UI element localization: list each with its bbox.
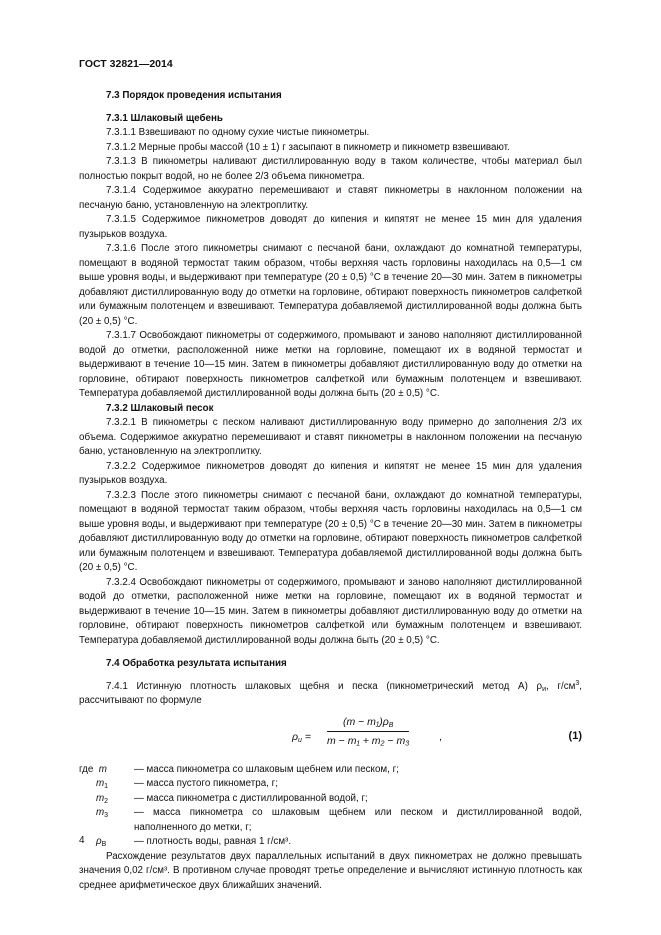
page-content: [79, 89, 582, 893]
section-7-3-2-title: 7.3.2 Шлаковый песок: [106, 402, 214, 414]
definition-symbol: [79, 792, 151, 807]
paragraph-7-3-1-6: 7.3.1.6 После этого пикнометры снимают с песчаной бани, охлаждают до комнатной температуры, помещают в водяной термостат таким образом, чтобы верхняя часть горловины находилась на 0,5—1 см выше уровня воды, и выдерживают при температуре (20 ± 0,5) °С в течение 20—30 мин. Затем в пикнометры добавляют дистиллированную воду до отметки на горловине, обтирают поверхность пикнометров салфеткой или бумажным полотенцем и взвешивают. Температура добавляемой дистиллированной воды должна быть (20 ± 0,5) °С.: [79, 243, 582, 327]
variable-definitions: [79, 763, 582, 850]
formula-lhs: [292, 730, 311, 745]
definition-m: [79, 763, 582, 778]
definition-symbol: [79, 777, 151, 792]
definition-text: — масса пикнометра с дистиллированной водой, г;: [134, 792, 368, 804]
formula-numerator: [327, 715, 409, 733]
paragraph-7-3-2-4: 7.3.2.4 Освобождают пикнометры от содержимого, промывают и заново наполняют дистиллированной водой до отметки, расположенной ниже метки на горловине, помещают их в водяной термостат и выдерживают в течение 10—15 мин. Затем в пикнометры добавляют дистиллированную воду до отметки на горловине, обтирают поверхность пикнометров салфеткой или бумажным полотенцем и взвешивают. Температура добавляемой дистиллированной воды должна быть (20 ± 0,5) °С.: [79, 576, 582, 646]
definition-m1: [79, 777, 582, 792]
paragraph-7-4-1: [79, 680, 582, 709]
paragraph-7-3-1-7: 7.3.1.7 Освобождают пикнометры от содержимого, промывают и заново наполняют дистиллированной водой до отметки, расположенной ниже метки на горловине, помещают их в водяной термостат и выдерживают в течение 10—15 мин. Затем в пикнометры добавляют дистиллированную воду до отметки на горловине, обтирают поверхность пикнометров салфеткой или бумажным полотенцем и взвешивают. Температура добавляемой дистиллированной воды должна быть (20 ± 0,5) °С.: [79, 330, 582, 399]
definition-text: — масса пикнометра со шлаковым щебнем или песком и дистиллированной водой, наполненного до метки, г;: [134, 807, 582, 833]
paragraph-7-3-1-2: 7.3.1.2 Мерные пробы массой (10 ± 1) г засыпают в пикнометр и пикнометр взвешивают.: [106, 141, 510, 153]
paragraph-7-3-2-2: 7.3.2.2 Содержимое пикнометров доводят до кипения и кипятят не менее 15 мин для удаления пузырьков воздуха.: [79, 460, 582, 486]
p741-text-b: , г/см: [546, 680, 576, 692]
formula-numerator-text: (m − m₁)ρ: [342, 715, 389, 728]
definition-symbol-m: m: [98, 763, 107, 775]
formula-1: [79, 711, 582, 759]
formula-comma: ,: [439, 730, 442, 743]
formula-numerator-subscript: B: [388, 721, 394, 729]
definition-text: — плотность воды, равная 1 г/см³.: [134, 836, 292, 847]
definition-symbol: [79, 763, 134, 778]
p741-unit-superscript: 3: [575, 679, 580, 687]
formula-lhs-symbol: ρ: [292, 730, 299, 743]
formula-equals: =: [304, 730, 311, 743]
p741-text-c: , рассчитывают по формуле: [79, 680, 582, 706]
definition-rho-b: [79, 835, 582, 850]
definition-text: — масса пикнометра со шлаковым щебнем или песком, г;: [134, 763, 399, 775]
paragraph-7-3-1-4: 7.3.1.4 Содержимое аккуратно перемешивают и ставят пикнометры в наклонном положении на песчаную баню, установленную на электроплитку.: [79, 185, 582, 211]
definition-m2: [79, 792, 582, 807]
definition-symbol-m2: m: [96, 792, 105, 804]
section-7-3-title: 7.3 Порядок проведения испытания: [106, 90, 282, 101]
formula-number: (1): [568, 729, 582, 742]
paragraph-7-3-2-3: 7.3.2.3 После этого пикнометры снимают с песчаной бани, охлаждают до комнатной температуры, помещают в водяной термостат таким образом, чтобы верхняя часть горловины находилась на 0,5—1 см выше уровня воды, и выдерживают при температуре (20 ± 0,5) °С в течение 20—30 мин. Затем в пикнометры добавляют дистиллированную воду до отметки на горловине, обтирают поверхность пикнометров салфеткой или бумажным полотенцем и взвешивают. Температура добавляемой дистиллированной воды должна быть (20 ± 0,5) °С.: [79, 489, 582, 573]
formula-fraction: [327, 715, 409, 749]
formula-lhs-subscript: и: [298, 736, 302, 744]
paragraph-7-3-1-3: 7.3.1.3 В пикнометры наливают дистиллированную воду в таком количестве, чтобы материал был полностью покрыт водой, но не более 2/3 объема пикнометра.: [79, 156, 582, 182]
definition-subscript: B: [101, 841, 107, 848]
page-number: 4: [79, 835, 85, 846]
definition-symbol: [79, 806, 151, 821]
definition-subscript: 2: [104, 797, 109, 805]
section-7-4-title: 7.4 Обработка результата испытания: [106, 658, 287, 669]
definition-m3: [79, 806, 582, 835]
paragraph-discrepancy: Расхождение результатов двух параллельных испытаний в двух пикнометрах не должно превышать значения 0,02 г/см³. В противном случае проводят третье определение и вычисляют истинную плотность как среднее арифметическое двух ближайших значений.: [79, 850, 582, 891]
p741-rho-subscript: и: [542, 685, 547, 693]
definition-symbol: [79, 835, 151, 850]
definition-text: — масса пустого пикнометра, г;: [134, 778, 278, 789]
paragraph-7-3-2-1: 7.3.2.1 В пикнометры с песком наливают дистиллированную воду примерно до заполнения 2/3 их объема. Содержимое аккуратно перемешивают и ставят пикнометры в наклонном положении на песчаную баню, установленную на электроплитку.: [79, 417, 582, 457]
definition-lead-word: где: [79, 763, 94, 775]
p741-text-a: 7.4.1 Истинную плотность шлаковых щебня и песка (пикнометрический метод А) ρ: [106, 680, 543, 692]
paragraph-7-3-1-1: 7.3.1.1 Взвешивают по одному сухие чистые пикнометры.: [106, 127, 370, 138]
document-id: ГОСТ 32821—2014: [79, 58, 173, 70]
section-7-3-1-title: 7.3.1 Шлаковый щебень: [106, 112, 223, 124]
definition-symbol-m3: m: [96, 807, 105, 818]
paragraph-7-3-1-5: 7.3.1.5 Содержимое пикнометров доводят до кипения и кипятят не менее 15 мин для удаления пузырьков воздуха.: [79, 214, 582, 240]
definition-symbol-m1: m: [96, 778, 105, 789]
definition-subscript: 3: [104, 812, 109, 819]
formula-denominator: m − m₁ + m₂ − m₃: [327, 735, 410, 747]
definition-subscript: 1: [104, 783, 109, 790]
definition-symbol-rho: ρ: [96, 836, 102, 847]
